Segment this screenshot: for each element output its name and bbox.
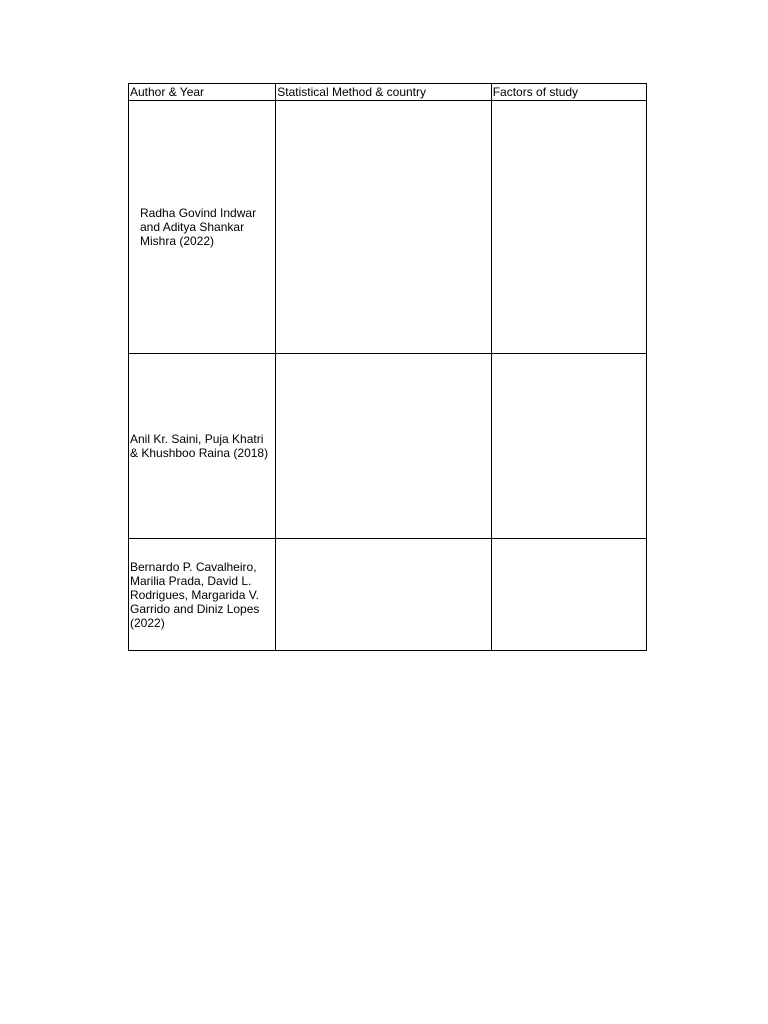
author-cell: Bernardo P. Cavalheiro, Marilia Prada, David L. Rodrigues, Margarida V. Garrido and Diniz Lopes (2022) [129, 539, 276, 651]
factors-cell [491, 354, 646, 539]
factors-cell [491, 539, 646, 651]
author-cell [129, 101, 276, 354]
table-header-row [129, 84, 647, 101]
table-row [129, 354, 647, 539]
header-factors-of-study: Factors of study [491, 84, 646, 101]
method-cell [276, 539, 491, 651]
method-cell [276, 101, 491, 354]
author-text: Radha Govind Indwar and Aditya Shankar Mishra (2022) [140, 206, 257, 248]
table-row [129, 539, 647, 651]
method-cell [276, 354, 491, 539]
header-statistical-method-country: Statistical Method & country [276, 84, 491, 101]
author-cell: Anil Kr. Saini, Puja Khatri & Khushboo Raina (2018) [129, 354, 276, 539]
factors-cell [491, 101, 646, 354]
table-row [129, 101, 647, 354]
header-author-year: Author & Year [129, 84, 276, 101]
literature-review-table [128, 83, 647, 651]
